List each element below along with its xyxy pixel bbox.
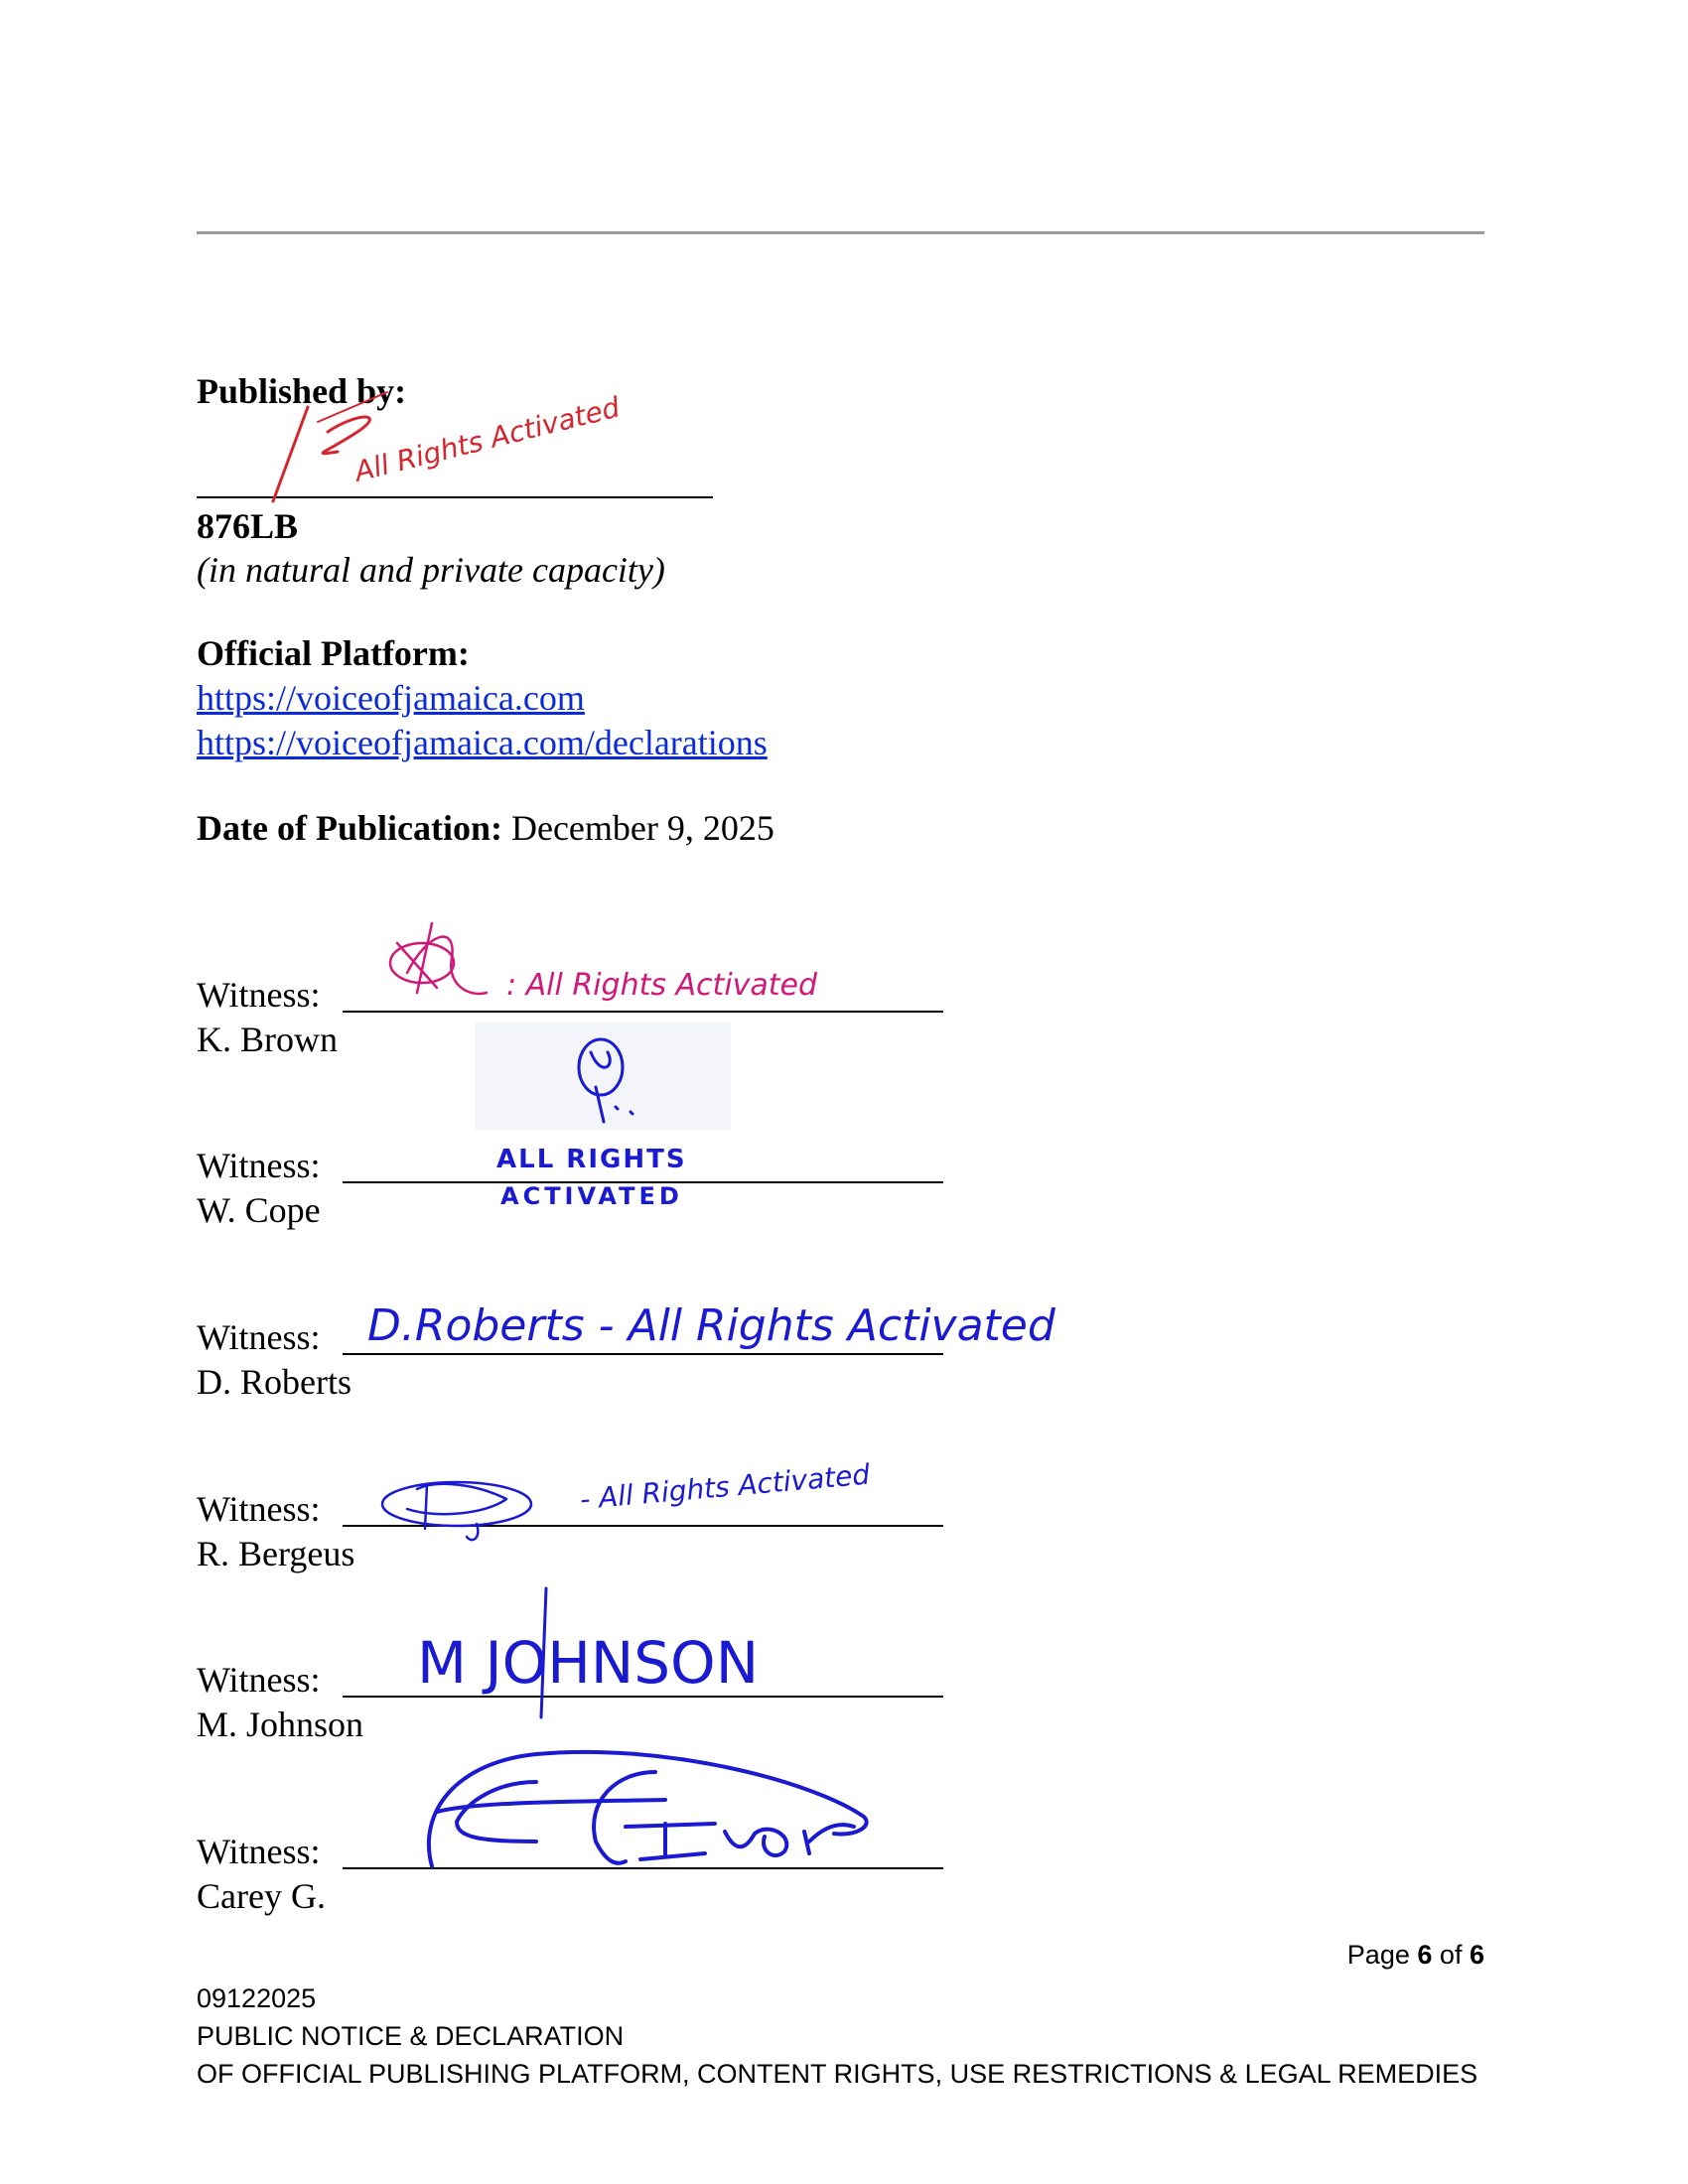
platform-heading: Official Platform:	[197, 633, 470, 673]
publisher-signature	[248, 352, 725, 511]
witness-name-1: K. Brown	[197, 1020, 338, 1059]
publisher-signature-text: All Rights Activated	[351, 390, 624, 488]
witness-signature-text-4: - All Rights Activated	[578, 1457, 872, 1516]
witness-signature-text-3: D.Roberts - All Rights Activated	[367, 1300, 1055, 1351]
witness-signature-6	[417, 1742, 894, 1881]
published-by-heading: Published by:	[197, 371, 407, 411]
witness-name-6: Carey G.	[197, 1876, 326, 1916]
witness-signature-5	[417, 1578, 814, 1727]
publication-date-label: Date of Publication:	[197, 808, 502, 848]
witness-name-2: W. Cope	[197, 1190, 321, 1230]
page-of: of	[1439, 1940, 1463, 1970]
page-current: 6	[1417, 1940, 1433, 1970]
footer-title-line-1: PUBLIC NOTICE & DECLARATION	[197, 2021, 625, 2051]
header-rule	[197, 231, 1484, 234]
publication-date-value: December 9, 2025	[510, 808, 774, 848]
witness-signature-4	[377, 1449, 894, 1549]
witness-signature-3	[367, 1281, 1062, 1370]
publication-date-row	[197, 806, 774, 850]
witness-signature-text-1: : All Rights Activated	[506, 968, 818, 1003]
witness-signature-text-5: M JOHNSON	[417, 1629, 760, 1697]
witness-name-5: M. Johnson	[197, 1705, 364, 1744]
publisher-name: 876LB	[197, 506, 299, 546]
footer-code: 09122025	[197, 1983, 317, 2013]
witness-signature-2	[496, 1140, 735, 1219]
witness-label-3: Witness:	[197, 1317, 321, 1357]
platform-link-home[interactable]: https://voiceofjamaica.com	[197, 678, 585, 718]
witness-name-3: D. Roberts	[197, 1362, 352, 1402]
witness-label-4: Witness:	[197, 1489, 321, 1529]
page-prefix: Page	[1346, 1940, 1410, 1970]
witness-label-5: Witness:	[197, 1660, 321, 1700]
publisher-capacity: (in natural and private capacity)	[197, 550, 665, 590]
witness-signature-text-2a: ALL RIGHTS	[496, 1145, 687, 1174]
page-indicator	[1347, 1936, 1484, 1974]
witness-seal-icon-2	[556, 1027, 675, 1137]
witness-label-1: Witness:	[197, 975, 321, 1015]
page-total: 6	[1469, 1940, 1484, 1970]
witness-label-6: Witness:	[197, 1832, 321, 1871]
witness-signature-text-2b: ACTIVATED	[500, 1182, 683, 1210]
footer-title-line-2: OF OFFICIAL PUBLISHING PLATFORM, CONTENT RIGHTS, USE RESTRICTIONS & LEGAL REMEDIES	[197, 2059, 1478, 2089]
witness-label-2: Witness:	[197, 1146, 321, 1185]
witness-signature-1	[377, 913, 854, 1023]
witness-name-4: R. Bergeus	[197, 1534, 355, 1573]
platform-link-declarations[interactable]: https://voiceofjamaica.com/declarations	[197, 723, 768, 762]
